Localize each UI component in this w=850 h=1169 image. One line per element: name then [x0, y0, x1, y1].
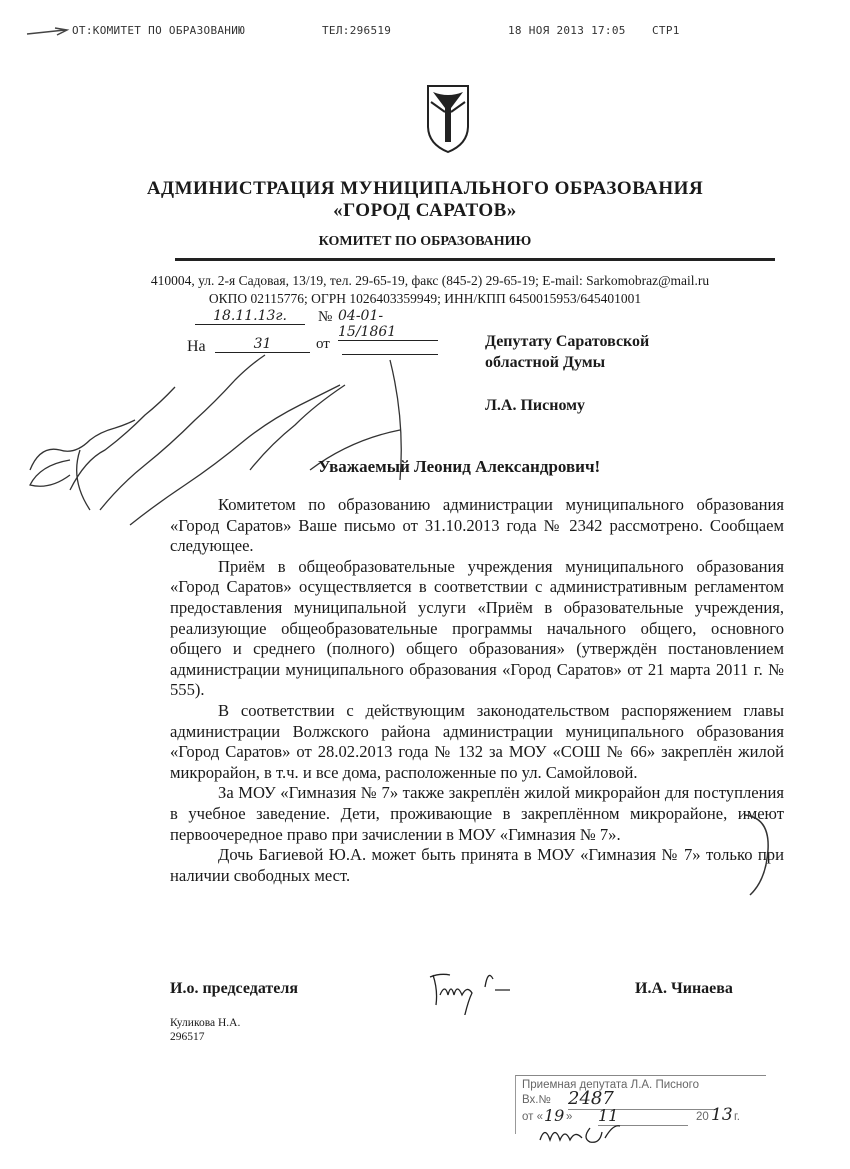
committee-name: КОМИТЕТ ПО ОБРАЗОВАНИЮ	[318, 234, 532, 249]
addressee-line-2: областной Думы	[485, 354, 606, 371]
fax-datetime: 18 НОЯ 2013 17:05	[508, 24, 626, 37]
from-label: от	[316, 336, 330, 352]
reference-number: 04-01-15/1861	[338, 308, 438, 341]
codes-line: ОКПО 02115776; ОГРН 1026403359949; ИНН/КПП 6450015953/645401001	[208, 291, 642, 306]
on-label: На	[187, 338, 206, 355]
address-line: 410004, ул. 2-я Садовая, 13/19, тел. 29-65-19, факс (845-2) 29-65-19; E-mail: Sarkomobraz@mail.ru	[150, 273, 710, 288]
fax-pen-mark-icon	[25, 26, 70, 38]
stamp-date-mid: »	[566, 1111, 573, 1123]
paragraph-2: Приём в общеобразовательные учреждения муниципального образования «Город Саратов» осуществляется в соответствии с административным регламентом предоставления муниципальной услуги «Приём в образовательные учреждения, реализующие общеобразовательные программы начального общего, основного общего и среднего (полного) общего образования» (утверждён постановлением администрации муниципального образования «Город Саратов» от 21 марта 2011 г. № 555).	[170, 556, 784, 700]
margin-bracket-mark-icon	[740, 810, 780, 900]
fax-phone: ТЕЛ:296519	[322, 24, 392, 37]
stamp-in-number: 2487	[568, 1088, 718, 1110]
paragraph-5: Дочь Багиевой Ю.А. может быть принята в МОУ «Гимназия № 7» только при наличии свободных мест.	[170, 845, 784, 885]
addressee-line-1: Депутату Саратовской	[485, 333, 650, 350]
letterhead-divider	[175, 258, 775, 261]
letter-body	[170, 495, 784, 886]
stamp-in-label: Вх.№	[522, 1094, 551, 1106]
paragraph-1: Комитетом по образованию администрации муниципального образования «Город Саратов» Ваше письмо от 31.10.2013 года № 2342 рассмотрено. Сообщаем следующее.	[170, 495, 784, 556]
stamp-title: Приемная депутата Л.А. Писного	[522, 1079, 699, 1091]
fax-from: ОТ:КОМИТЕТ ПО ОБРАЗОВАНИЮ	[72, 24, 246, 37]
salutation: Уважаемый Леонид Александрович!	[318, 457, 601, 476]
on-value: 31	[215, 336, 310, 353]
stamp-year-prefix: 20	[696, 1111, 709, 1123]
reference-number-label: №	[318, 309, 333, 325]
stamp-day: 19	[544, 1106, 565, 1125]
executor-name: Куликова Н.А.	[170, 1017, 241, 1029]
paragraph-3: В соответствии с действующим законодательством распоряжением главы администрации Волжского района администрации муниципального образования «Город Саратов» от 28.02.2013 года № 132 за МОУ «СОШ № 66» закреплён жилой микрорайон, в т.ч. и все дома, расположенные по ул. Самойловой.	[170, 700, 784, 782]
executor-phone: 296517	[170, 1031, 205, 1043]
stamp-month: 11	[598, 1106, 688, 1126]
stamp-year-suffix: 13	[711, 1105, 733, 1125]
stamp-year-end: г.	[734, 1111, 740, 1123]
paragraph-4: За МОУ «Гимназия № 7» также закреплён жилой микрорайон для поступления в учебное заведение. Дети, проживающие в закреплённом микрорайоне, имеют первоочередное право при зачислении в МОУ «Гимназия № 7».	[170, 783, 784, 844]
coat-of-arms-icon	[425, 82, 471, 154]
letterhead-title-2: «ГОРОД САРАТОВ»	[333, 200, 517, 221]
reference-date: 18.11.13г.	[195, 308, 305, 325]
signatory-position: И.о. председателя	[170, 980, 299, 997]
stamp-handwritten-initials-icon	[535, 1120, 625, 1150]
stamp-date-label: от «	[522, 1111, 544, 1123]
addressee-name: Л.А. Писному	[485, 397, 586, 414]
fax-page: СТР1	[652, 24, 680, 37]
letterhead-title-1: АДМИНИСТРАЦИЯ МУНИЦИПАЛЬНОГО ОБРАЗОВАНИЯ	[146, 178, 704, 199]
handwritten-signature-icon	[425, 965, 515, 1015]
signatory-name: И.А. Чинаева	[635, 980, 733, 997]
